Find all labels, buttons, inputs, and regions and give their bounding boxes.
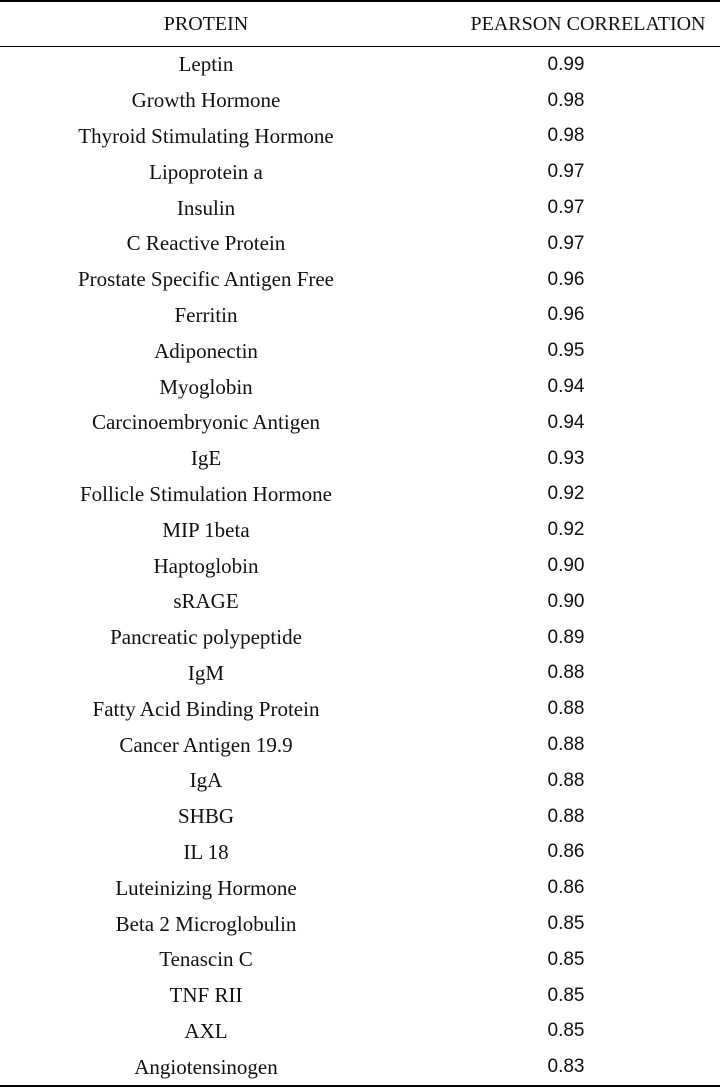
table-row: [0, 226, 720, 262]
pearson-correlation-cell: 0.90: [547, 590, 585, 612]
table-row: [0, 298, 720, 334]
protein-name-cell: Growth Hormone: [131, 88, 281, 113]
pearson-correlation-cell: 0.88: [547, 734, 585, 756]
table-row: [0, 405, 720, 441]
table-row: [0, 727, 720, 763]
protein-name-cell: Fatty Acid Binding Protein: [92, 696, 320, 721]
table-row: [0, 763, 720, 799]
protein-name-cell: Adiponectin: [154, 338, 258, 363]
pearson-correlation-cell: 0.86: [547, 841, 585, 863]
pearson-correlation-cell: 0.97: [547, 232, 585, 254]
table-row: [0, 154, 720, 190]
table-row: [0, 441, 720, 477]
table-row: [0, 369, 720, 405]
protein-name-cell: Ferritin: [174, 302, 238, 327]
pearson-correlation-cell: 0.94: [547, 411, 585, 433]
table-row: [0, 942, 720, 978]
protein-name-cell: AXL: [184, 1018, 228, 1043]
protein-name-cell: Cancer Antigen 19.9: [119, 732, 293, 757]
table-row: [0, 83, 720, 119]
correlation-column-header: PEARSON CORRELATION: [412, 1, 720, 47]
pearson-correlation-cell: 0.97: [547, 161, 585, 183]
table-row: [0, 1014, 720, 1050]
table-row: [0, 47, 720, 83]
protein-name-cell: Beta 2 Microglobulin: [115, 911, 297, 936]
pearson-correlation-cell: 0.96: [547, 268, 585, 290]
protein-name-cell: Pancreatic polypeptide: [110, 625, 302, 650]
pearson-correlation-cell: 0.93: [547, 447, 585, 469]
table-row: [0, 870, 720, 906]
pearson-correlation-cell: 0.85: [547, 984, 585, 1006]
protein-name-cell: Lipoprotein a: [149, 159, 263, 184]
pearson-correlation-cell: 0.88: [547, 805, 585, 827]
table-row: [0, 512, 720, 548]
table-row: [0, 799, 720, 835]
protein-name-cell: IgA: [189, 768, 223, 793]
pearson-correlation-cell: 0.90: [547, 555, 585, 577]
protein-name-cell: sRAGE: [173, 589, 239, 614]
pearson-correlation-cell: 0.85: [547, 1020, 585, 1042]
pearson-correlation-cell: 0.92: [547, 519, 585, 541]
pearson-correlation-cell: 0.85: [547, 913, 585, 935]
protein-name-cell: SHBG: [177, 804, 235, 829]
protein-name-cell: Prostate Specific Antigen Free: [77, 267, 335, 292]
protein-name-cell: Luteinizing Hormone: [115, 875, 297, 900]
pearson-correlation-cell: 0.98: [547, 89, 585, 111]
protein-name-cell: IL 18: [183, 839, 229, 864]
table-row: [0, 656, 720, 692]
protein-name-cell: IgE: [190, 446, 222, 471]
pearson-correlation-cell: 0.88: [547, 662, 585, 684]
table-row: [0, 477, 720, 513]
table-row: [0, 620, 720, 656]
pearson-correlation-cell: 0.86: [547, 877, 585, 899]
pearson-correlation-cell: 0.97: [547, 197, 585, 219]
protein-name-cell: C Reactive Protein: [126, 231, 286, 256]
table-row: [0, 978, 720, 1014]
protein-name-cell: Insulin: [176, 195, 236, 220]
table-row: [0, 1049, 720, 1086]
protein-name-cell: Leptin: [178, 52, 234, 77]
protein-name-cell: MIP 1beta: [162, 517, 250, 542]
pearson-correlation-cell: 0.96: [547, 304, 585, 326]
pearson-correlation-cell: 0.92: [547, 483, 585, 505]
table-row: [0, 119, 720, 155]
protein-name-cell: IgM: [187, 660, 225, 685]
protein-name-cell: Tenascin C: [159, 947, 253, 972]
protein-name-cell: Myoglobin: [159, 374, 253, 399]
pearson-correlation-cell: 0.89: [547, 626, 585, 648]
protein-column-header: PROTEIN: [0, 1, 412, 47]
protein-name-cell: TNF RII: [169, 983, 243, 1008]
pearson-correlation-cell: 0.88: [547, 698, 585, 720]
table-row: [0, 190, 720, 226]
protein-name-cell: Follicle Stimulation Hormone: [80, 481, 332, 506]
table-row: [0, 262, 720, 298]
pearson-correlation-cell: 0.95: [547, 340, 585, 362]
table-row: [0, 906, 720, 942]
table-header: [0, 1, 720, 47]
table-row: [0, 835, 720, 871]
pearson-correlation-cell: 0.83: [412, 1049, 720, 1086]
header-row: [0, 1, 720, 47]
pearson-correlation-cell: 0.98: [547, 125, 585, 147]
protein-name-cell: Haptoglobin: [153, 553, 259, 578]
protein-name-cell: Angiotensinogen: [0, 1049, 412, 1086]
table-row: [0, 584, 720, 620]
pearson-correlation-cell: 0.85: [547, 948, 585, 970]
table-row: [0, 691, 720, 727]
protein-name-cell: Carcinoembryonic Antigen: [91, 410, 321, 435]
table-body: [0, 47, 720, 1087]
pearson-correlation-cell: 0.94: [547, 376, 585, 398]
pearson-correlation-cell: 0.99: [547, 53, 585, 75]
table-row: [0, 333, 720, 369]
protein-name-cell: Thyroid Stimulating Hormone: [78, 123, 334, 148]
table-row: [0, 548, 720, 584]
pearson-correlation-cell: 0.88: [547, 769, 585, 791]
